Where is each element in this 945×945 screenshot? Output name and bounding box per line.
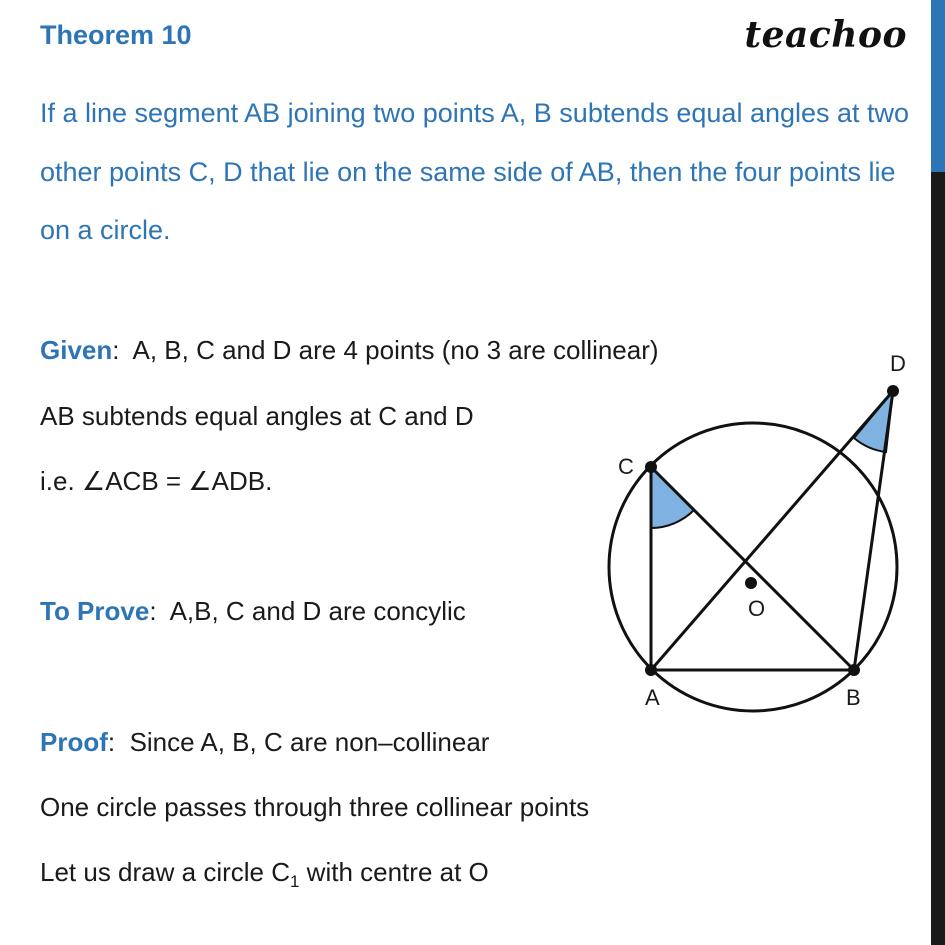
to-prove-text: A,B, C and D are concylic [169,596,466,626]
given-line [40,335,659,366]
right-edge-accent [931,0,945,172]
theorem-statement: If a line segment AB joining two points A, B subtends equal angles at two other points C, D that lie on the same side of AB, then the four points lie on a circle. [40,98,910,245]
label-b: B [846,685,861,710]
given-line-2: AB subtends equal angles at C and D [40,401,474,431]
right-edge-track [931,172,945,945]
proof-label: Proof [40,727,108,757]
proof-line-3-pre: Let us draw a circle C [40,857,290,887]
point-a [645,664,657,676]
point-d [887,385,899,397]
label-a: A [645,685,660,710]
proof-line-3-post: with centre at O [299,857,489,887]
theorem-title: Theorem 10 [40,20,192,50]
point-o [745,577,757,589]
proof-colon: : [107,727,130,757]
point-b [848,664,860,676]
proof-text: Since A, B, C are non–collinear [129,727,490,757]
given-line-3: i.e. ∠ACB = ∠ADB. [40,466,273,496]
to-prove-line [40,596,466,627]
to-prove-colon: : [149,596,170,626]
point-c [645,461,657,473]
circle-subscript: 1 [289,872,300,891]
teachoo-logo: teachoo [744,14,907,56]
segment-ad [651,391,893,670]
to-prove-label: To Prove [40,596,150,626]
segment-cb [651,467,854,670]
proof-line [40,727,489,758]
concyclic-diagram [590,340,920,720]
label-d: D [890,351,906,376]
proof-line-2: One circle passes through three collinear points [40,792,590,822]
given-colon: : [112,335,133,365]
angle-acb-mark [651,467,694,528]
label-o: O [748,596,766,621]
proof-line-3 [40,857,489,891]
given-label: Given [40,335,113,365]
label-c: C [618,454,634,479]
given-text: A, B, C and D are 4 points (no 3 are collinear) [132,335,659,365]
